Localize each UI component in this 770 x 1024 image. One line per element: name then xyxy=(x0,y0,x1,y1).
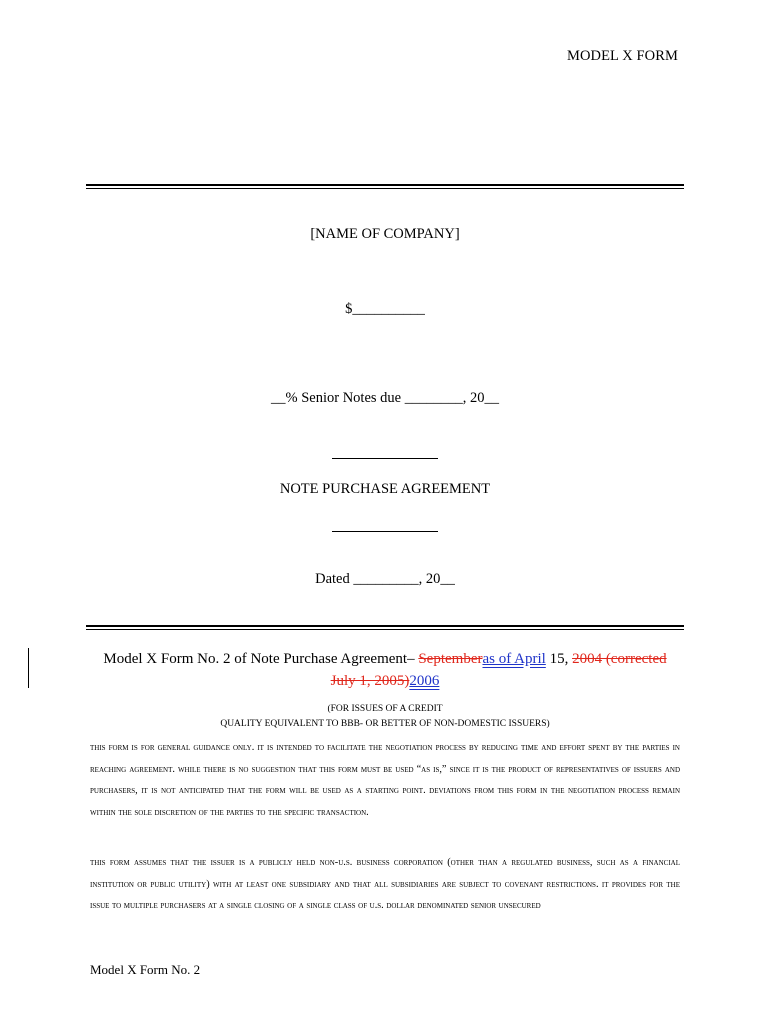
inserted-text: as of April xyxy=(482,651,546,667)
issue-note-line1: (FOR ISSUES OF A CREDIT xyxy=(327,704,443,714)
principal-amount: $__________ xyxy=(345,301,425,317)
form-title-text: Model X Form No. 2 of Note Purchase Agreement– xyxy=(103,651,419,667)
issue-note-line2: QUALITY EQUIVALENT TO BBB- OR BETTER OF NON-DOMESTIC ISSUERS) xyxy=(220,719,550,729)
separator-line xyxy=(332,531,438,532)
revision-bar xyxy=(28,648,29,688)
dated-line: Dated _________, 20__ xyxy=(315,571,455,587)
company-name: [NAME OF COMPANY] xyxy=(310,226,460,242)
inserted-text: 2006 xyxy=(409,673,440,689)
bottom-rule-thin xyxy=(86,629,684,630)
guidance-paragraph: this form is for general guidance only. it is intended to facilitate the negotiation process by reducing time and effort spent by the parties in reaching agreement. while there is no suggestion that this form must be used “as is,” since it is the product of representatives of issuers and purchasers, it is not anticipated that the form will be used as a starting point. deviations from this form in the negotiation process remain within the sole discretion of the parties to the specific transaction. xyxy=(90,742,680,818)
issue-note xyxy=(0,702,770,732)
form-title-text: 15, xyxy=(545,651,573,667)
bottom-rule-thick xyxy=(86,625,684,627)
deleted-text: July 1, 2005) xyxy=(330,673,410,689)
deleted-text: 2004 (corrected xyxy=(572,651,667,667)
assumptions-paragraph: this form assumes that the issuer is a publicly held non-u.s. business corporation (other than a regulated business, such as a financial institution or public utility) with at least one subsidiary and that all subsidiaries are subject to covenant restrictions. it provides for the issue to multiple purchasers at a single closing of a single class of u.s. dollar denominated senior unsecured xyxy=(90,857,680,911)
deleted-text: September xyxy=(418,651,483,667)
top-rule-thin xyxy=(86,188,684,189)
notes-description: __% Senior Notes due ________, 20__ xyxy=(271,390,499,406)
page-header: MODEL X FORM xyxy=(566,48,678,64)
form-title xyxy=(60,648,710,692)
agreement-title: NOTE PURCHASE AGREEMENT xyxy=(279,481,491,497)
top-rule-thick xyxy=(86,184,684,186)
separator-line xyxy=(332,458,438,459)
page-footer: Model X Form No. 2 xyxy=(90,962,201,977)
